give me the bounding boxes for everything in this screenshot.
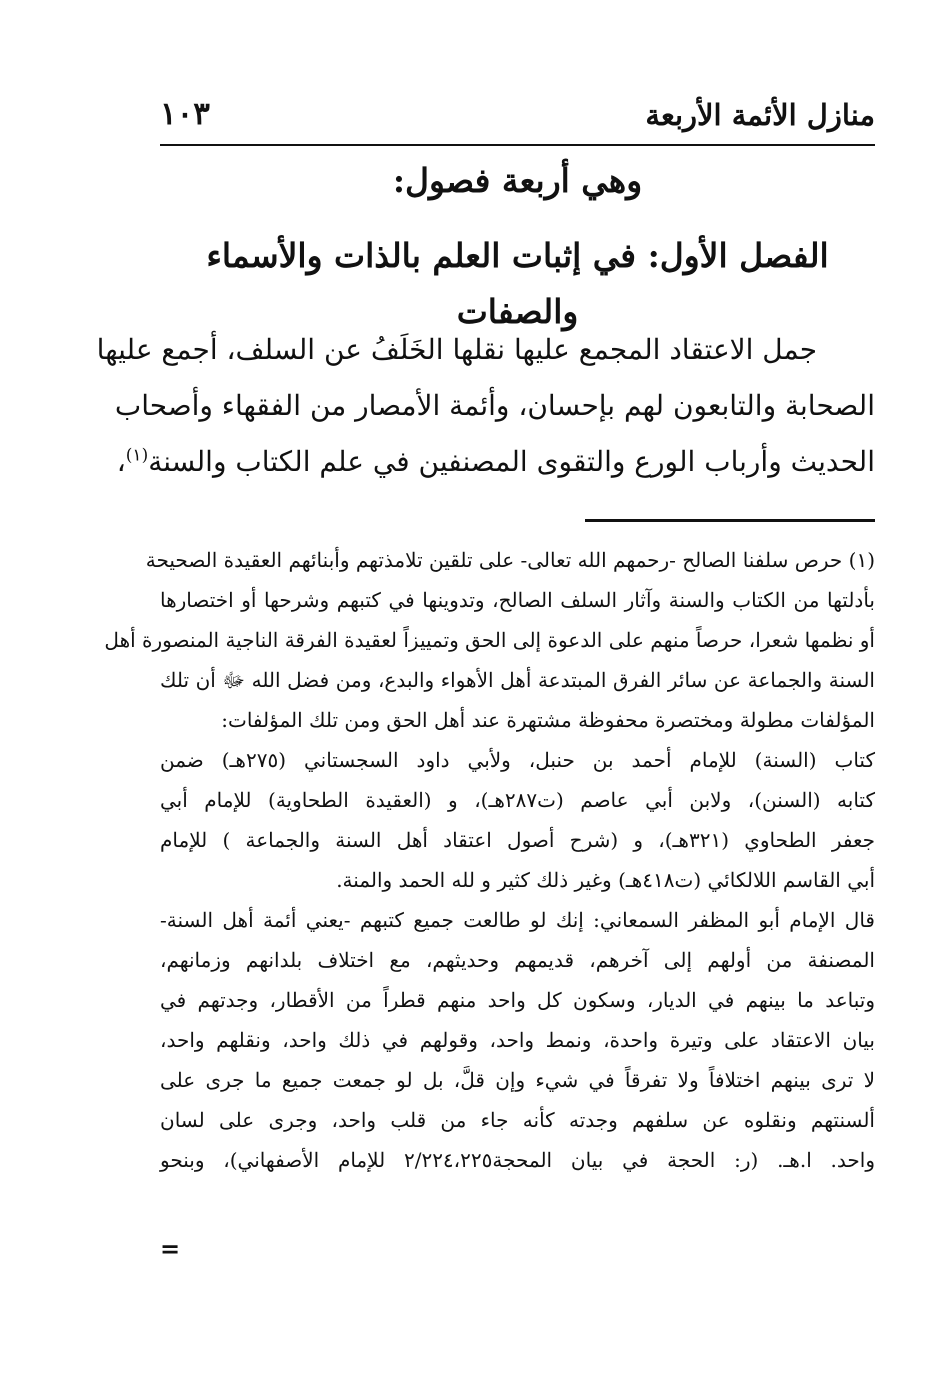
main-text: [96, 322, 875, 490]
chapter-heading: الفصل الأول: في إثبات العلم بالذات والأسماء والصفات: [206, 236, 829, 331]
footnote-line: (١) حرص سلفنا الصالح -رحمهم الله تعالى- على تلقين تلامذتهم وأبنائهم العقيدة الصحيحة: [145, 548, 875, 572]
main-text-line-content: الحديث وأرباب الورع والتقوى المصنفين في علم الكتاب والسنة: [148, 445, 875, 478]
main-text-line: الصحابة والتابعون لهم بإحسان، وأئمة الأمصار من الفقهاء وأصحاب: [114, 389, 875, 422]
footnote-line: قال الإمام أبو المظفر السمعاني: إنك لو طالعت جميع كتبهم -يعني أئمة أهل السنة-: [160, 908, 875, 932]
continuation-mark: =: [160, 1234, 181, 1263]
footnotes: [104, 540, 875, 1180]
line-end-punctuation: ،: [116, 445, 126, 478]
footnote-line: بأدلتها من الكتاب والسنة وآثار السلف الصالح، وتدوينها في كتبهم وشرحها أو اختصارها: [160, 588, 875, 612]
footnote-line: المؤلفات مطولة ومختصرة محفوظة مشتهرة عند أهل الحق ومن تلك المؤلفات:: [221, 708, 875, 732]
footnote-line: السنة والجماعة عن سائر الفرق المبتدعة أهل الأهواء والبدع، ومن فضل الله ﷻ أن تلك: [160, 668, 875, 692]
footnote-line: كتاب (السنة) للإمام أحمد بن حنبل، ولأبي داود السجستاني (٢٧٥هـ) ضمن: [160, 748, 875, 772]
section-intro: وهي أربعة فصول:: [392, 161, 643, 200]
footnote-line: المصنفة من أولهم إلى آخرهم، قديمهم وحديثهم، مع اختلاف بلدانهم وزمانهم،: [160, 948, 875, 972]
header-rule: [160, 144, 875, 146]
page-number: ١٠٣: [160, 96, 210, 132]
main-text-line: جمل الاعتقاد المجمع عليها نقلها الخَلَفُ عن السلف، أجمع عليها: [96, 333, 817, 366]
footnote-line: وتباعد ما بينهم في الديار، وسكون كل واحد منهم قطراً من الأقطار، وجدتهم في: [160, 988, 875, 1012]
running-title: منازل الأئمة الأربعة: [645, 98, 875, 132]
main-text-line: [116, 434, 875, 490]
footnote-line: واحد. ا.هـ. (ر: الحجة في بيان المحجة٢/٢٢٤،٢٢٥ للإمام الأصفهاني)، وبنحو: [160, 1148, 875, 1172]
footnote-line: لا ترى بينهم اختلافاً ولا تفرقاً في شيء وإن قلَّ، بل لو جمعت جميع ما جرى على: [160, 1068, 875, 1092]
running-head: [160, 82, 875, 132]
footnote-line: ألسنتهم ونقلوه عن سلفهم وجدته كأنه جاء من قلب واحد، وجرى على لسان: [160, 1108, 875, 1132]
footnote-line: أبي القاسم اللالكائي (ت٤١٨هـ) وغير ذلك كثير و لله الحمد والمنة.: [336, 868, 875, 892]
footnote-reference: (١): [125, 445, 149, 466]
footnote-rule: [585, 519, 875, 522]
footnote-line: أو نظمها شعرا، حرصاً منهم على الدعوة إلى الحق وتمييزاً لعقيدة الفرقة الناجية المنصورة أهل: [104, 628, 875, 652]
footnote-line: كتابه (السنن)، ولابن أبي عاصم (ت٢٨٧هـ)، و (العقيدة الطحاوية) للإمام أبي: [160, 788, 875, 812]
footnote-line: بيان الاعتقاد على وتيرة واحدة، ونمط واحد، وقولهم في ذلك واحد، ونقلهم واحد،: [160, 1028, 875, 1052]
footnote-line: جعفر الطحاوي (٣٢١هـ)، و (شرح أصول اعتقاد أهل السنة والجماعة ) للإمام: [160, 828, 875, 852]
